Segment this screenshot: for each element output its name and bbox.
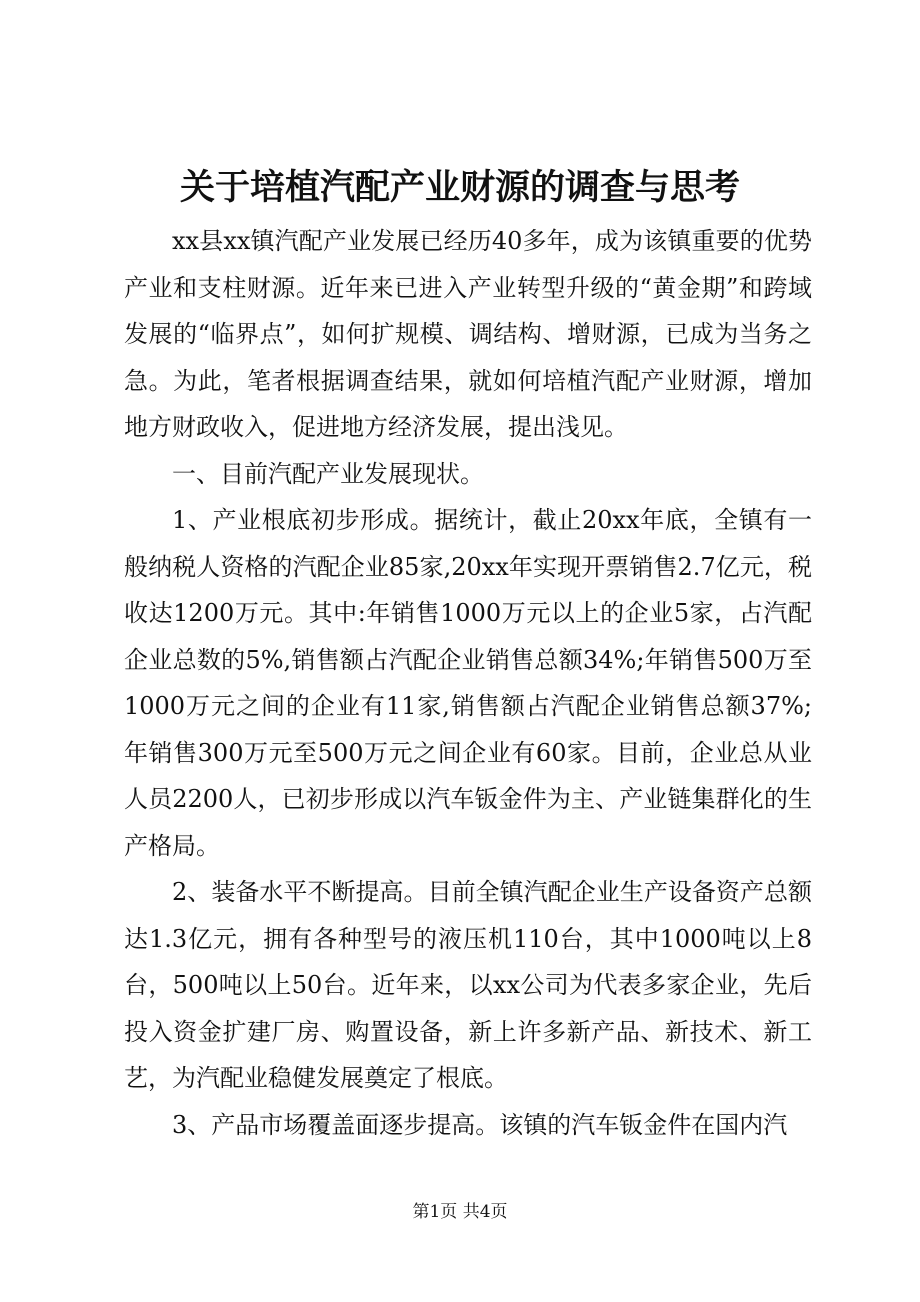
paragraph-section-heading: 一、目前汽配产业发展现状。 [172, 459, 484, 488]
paragraph-item-1: 1、产业根底初步形成。据统计，截止20xx年底，全镇有一般纳税人资格的汽配企业85家,20xx年实现开票销售2.7亿元，税收达1200万元。其中:年销售1000万元以上的企业5家，占汽配企业总数的5%,销售额占汽配企业销售总额34%;年销售500万至1000万元之间的企业有11家,销售额占汽配企业销售总额37%;年销售300万元至500万元之间企业有60家。目前，企业总从业人员2200人，已初步形成以汽车钣金件为主、产业链集群化的生产格局。 [124, 506, 812, 860]
paragraph-intro: xx县xx镇汽配产业发展已经历40多年，成为该镇重要的优势产业和支柱财源。近年来已进入产业转型升级的“黄金期”和跨域发展的“临界点”，如何扩规模、调结构、增财源，已成为当务之急。为此，笔者根据调查结果，就如何培植汽配产业财源，增加地方财政收入，促进地方经济发展，提出浅见。 [124, 227, 812, 441]
document-body [124, 218, 812, 1148]
document-title: 关于培植汽配产业财源的调查与思考 [179, 167, 740, 208]
paragraph-item-3: 3、产品市场覆盖面逐步提高。该镇的汽车钣金件在国内汽 [172, 1110, 788, 1139]
page-footer: 第1页 共4页 [412, 1202, 508, 1222]
paragraph-item-2: 2、装备水平不断提高。目前全镇汽配企业生产设备资产总额达1.3亿元，拥有各种型号的液压机110台，其中1000吨以上8台，500吨以上50台。近年来，以xx公司为代表多家企业，先后投入资金扩建厂房、购置设备，新上许多新产品、新技术、新工艺，为汽配业稳健发展奠定了根底。 [124, 878, 812, 1092]
